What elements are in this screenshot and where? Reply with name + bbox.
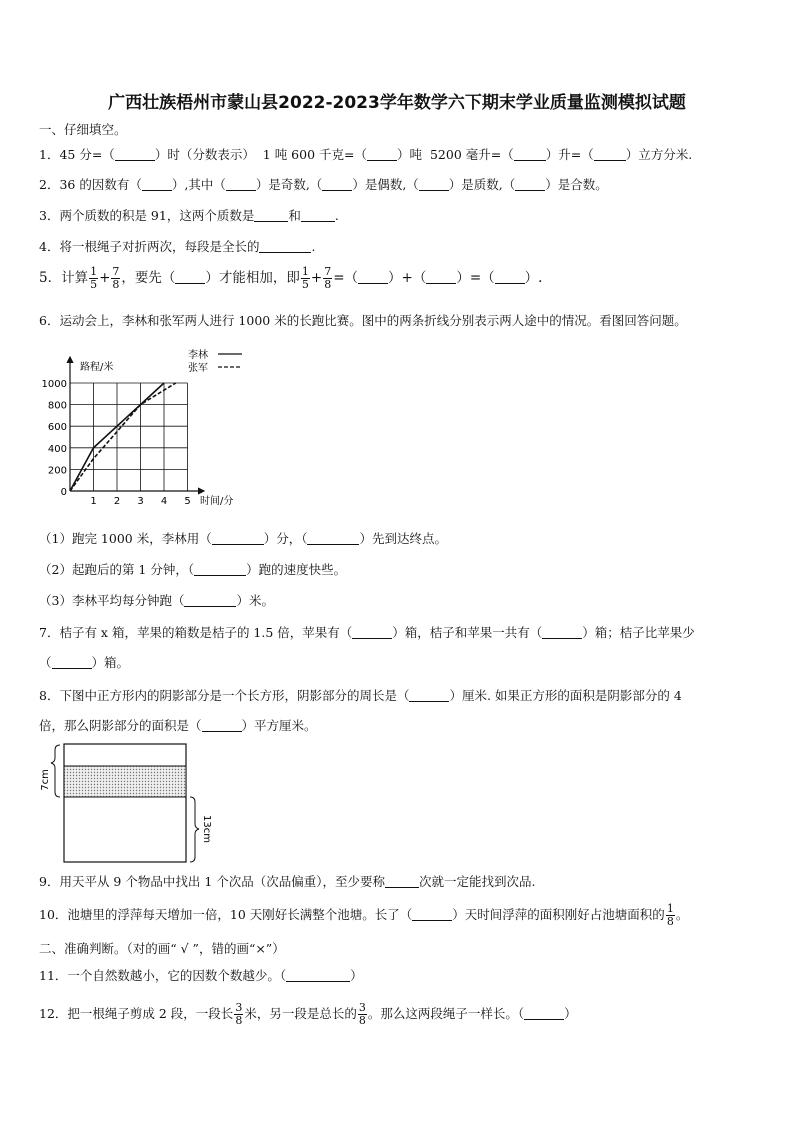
question-3: 3．两个质数的积是 91，这两个质数是 和 . — [39, 208, 339, 223]
question-11: 11．一个自然数越小，它的因数个数越少。（ ） — [39, 968, 363, 983]
question-2: 2．36 的因数有（ ）,其中（ ）是奇数,（ ）是偶数,（ ）是质数,（ ）是合数。 — [39, 177, 608, 192]
answer-blank[interactable] — [259, 240, 311, 253]
page-title: 广西壮族梧州市蒙山县2022-2023学年数学六下期末学业质量监测模拟试题 — [108, 93, 686, 113]
answer-blank[interactable] — [515, 178, 545, 191]
legend-label: 张军 — [188, 363, 208, 374]
answer-blank[interactable] — [495, 271, 525, 284]
label-7cm: 7cm — [40, 769, 51, 791]
legend-label: 李林 — [188, 350, 208, 361]
answer-blank[interactable] — [358, 271, 388, 284]
square-figure — [36, 738, 226, 868]
x-tick-label: 3 — [137, 496, 144, 507]
running-chart — [36, 345, 266, 515]
x-tick-label: 2 — [113, 496, 121, 507]
section-2-heading: 二、准确判断。（对的画“ √ ”，错的画“×”） — [39, 941, 285, 956]
question-7-cont: （ ）箱。 — [39, 655, 130, 670]
answer-blank[interactable] — [352, 626, 392, 639]
question-6-1: （1）跑完 1000 米，李林用（ ）分，（ ）先到达终点。 — [39, 531, 447, 546]
answer-blank[interactable] — [594, 148, 626, 161]
y-tick-label: 600 — [47, 422, 67, 434]
x-tick-label: 4 — [160, 496, 168, 507]
answer-blank[interactable] — [301, 209, 335, 222]
question-5: 5．计算 $\frac{1}{5}$ + $\frac{7}{8}$ ，要先（ ）才能相加，即 $\frac{1}{5}$ + $\frac{7}{8}$ =（ ）+（ ）=（ ）. — [39, 265, 543, 291]
question-8: 8．下图中正方形内的阴影部分是一个长方形，阴影部分的周长是（ ）厘米. 如果正方形的面积是阴影部分的 4 — [39, 688, 682, 703]
origin-label: 0 — [60, 487, 67, 498]
question-8-cont: 倍，那么阴影部分的面积是（ ）平方厘米。 — [39, 718, 317, 733]
y-tick-label: 400 — [47, 443, 67, 455]
answer-blank[interactable] — [212, 532, 264, 545]
y-tick-label: 1000 — [41, 379, 67, 390]
answer-blank[interactable] — [194, 563, 246, 576]
answer-blank[interactable] — [52, 656, 92, 669]
answer-blank[interactable] — [419, 178, 449, 191]
question-6-3: （3）李林平均每分钟跑（ ）米。 — [39, 593, 274, 608]
answer-blank[interactable] — [142, 178, 172, 191]
y-tick-label: 200 — [47, 465, 67, 477]
series-line-zhangjun — [70, 383, 176, 491]
answer-blank[interactable] — [412, 908, 452, 921]
answer-blank[interactable] — [514, 148, 546, 161]
answer-blank[interactable] — [184, 594, 236, 607]
fraction: $\frac{1}{5}$ — [301, 265, 309, 291]
shaded-rectangle — [64, 766, 186, 797]
answer-blank[interactable] — [524, 1007, 564, 1020]
answer-blank[interactable] — [175, 271, 205, 284]
question-6-2: （2）起跑后的第 1 分钟，（ ）跑的速度快些。 — [39, 562, 347, 577]
x-axis-label: 时间/分 — [200, 496, 234, 507]
x-tick-label: 1 — [90, 496, 97, 507]
answer-blank[interactable] — [409, 689, 449, 702]
y-axis-label: 路程/米 — [80, 362, 114, 373]
brace-left — [51, 745, 60, 797]
fraction: $\frac{7}{8}$ — [112, 265, 120, 291]
fraction: $\frac{3}{8}$ — [235, 1001, 243, 1027]
label-13cm: 13cm — [201, 815, 212, 843]
question-1: 1．45 分=（ ）时（分数表示） 1 吨 600 千克=（ ）吨 5200 毫升=（ ）升=（ ）立方分米. — [39, 147, 693, 162]
fraction: $\frac{3}{8}$ — [358, 1001, 366, 1027]
answer-blank[interactable] — [385, 875, 419, 888]
question-6: 6．运动会上，李林和张军两人进行 1000 米的长跑比赛。图中的两条折线分别表示两人途中的情况。看图回答问题。 — [39, 313, 687, 328]
question-7: 7．桔子有 x 箱，苹果的箱数是桔子的 1.5 倍，苹果有（ ）箱，桔子和苹果一共有（ ）箱；桔子比苹果少 — [39, 625, 695, 640]
section-1-heading: 一、仔细填空。 — [39, 122, 127, 137]
square — [64, 744, 186, 862]
question-10: 10．池塘里的浮萍每天增加一倍，10 天刚好长满整个池塘。长了（ ）天时间浮萍的面积刚好占池塘面积的 $\frac{1}{8}$ 。 — [39, 902, 689, 928]
answer-blank[interactable] — [367, 148, 397, 161]
answer-blank[interactable] — [202, 719, 242, 732]
question-4: 4．将一根绳子对折两次，每段是全长的 . — [39, 239, 316, 254]
question-12: 12．把一根绳子剪成 2 段，一段长 $\frac{3}{8}$ 米，另一段是总长的 $\frac{3}{8}$ 。那么这两段绳子一样长。（ ） — [39, 1001, 577, 1027]
answer-blank[interactable] — [542, 626, 582, 639]
x-tick-label: 5 — [184, 496, 191, 507]
answer-blank[interactable] — [322, 178, 352, 191]
answer-blank[interactable] — [254, 209, 288, 222]
brace-right — [190, 797, 199, 862]
fraction: $\frac{1}{5}$ — [90, 265, 98, 291]
answer-blank[interactable] — [426, 271, 456, 284]
fraction: $\frac{1}{8}$ — [666, 902, 674, 928]
answer-blank[interactable] — [307, 532, 359, 545]
answer-blank[interactable] — [226, 178, 256, 191]
question-9: 9．用天平从 9 个物品中找出 1 个次品（次品偏重），至少要称 次就一定能找到次品. — [39, 874, 536, 889]
y-tick-label: 800 — [47, 400, 67, 412]
answer-blank[interactable] — [286, 969, 350, 982]
answer-blank[interactable] — [115, 148, 155, 161]
fraction: $\frac{7}{8}$ — [324, 265, 332, 291]
